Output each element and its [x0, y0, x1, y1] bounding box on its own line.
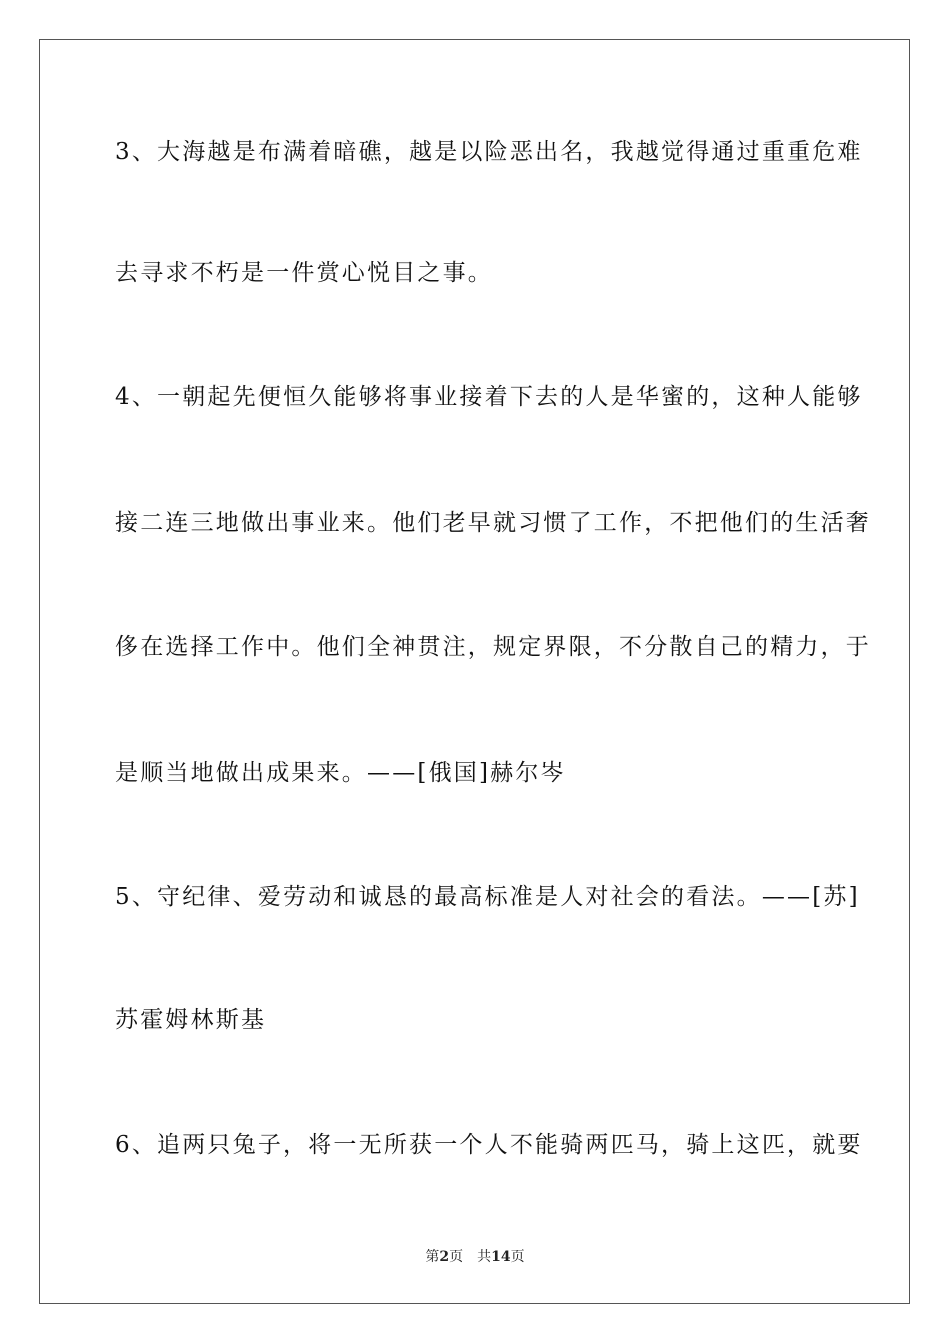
page-footer: [0, 1248, 950, 1266]
total-pages: 14: [491, 1249, 511, 1265]
total-prefix: 共: [477, 1249, 492, 1265]
text-line-2: 去寻求不朽是一件赏心悦目之事。: [115, 260, 493, 286]
text-line-4: 接二连三地做出事业来。他们老早就习惯了工作，不把他们的生活奢: [115, 510, 871, 536]
total-suffix: 页: [510, 1249, 525, 1265]
text-line-7: 5、守纪律、爱劳动和诚恳的最高标准是人对社会的看法。——[苏]: [115, 884, 860, 910]
text-line-5: 侈在选择工作中。他们全神贯注，规定界限，不分散自己的精力，于: [115, 634, 871, 660]
text-line-8: 苏霍姆林斯基: [115, 1007, 267, 1033]
text-line-9: 6、追两只兔子，将一无所获一个人不能骑两匹马，骑上这匹，就要: [115, 1132, 863, 1158]
page-border: [39, 39, 910, 1304]
text-line-3: 4、一朝起先便恒久能够将事业接着下去的人是华蜜的，这种人能够: [115, 384, 863, 410]
page-number: 2: [439, 1249, 450, 1265]
text-line-6: 是顺当地做出成果来。——[俄国]赫尔岑: [115, 760, 566, 786]
page-suffix: 页: [449, 1249, 464, 1265]
text-line-1: 3、大海越是布满着暗礁，越是以险恶出名，我越觉得通过重重危难: [115, 139, 863, 165]
page-prefix: 第: [425, 1249, 440, 1265]
